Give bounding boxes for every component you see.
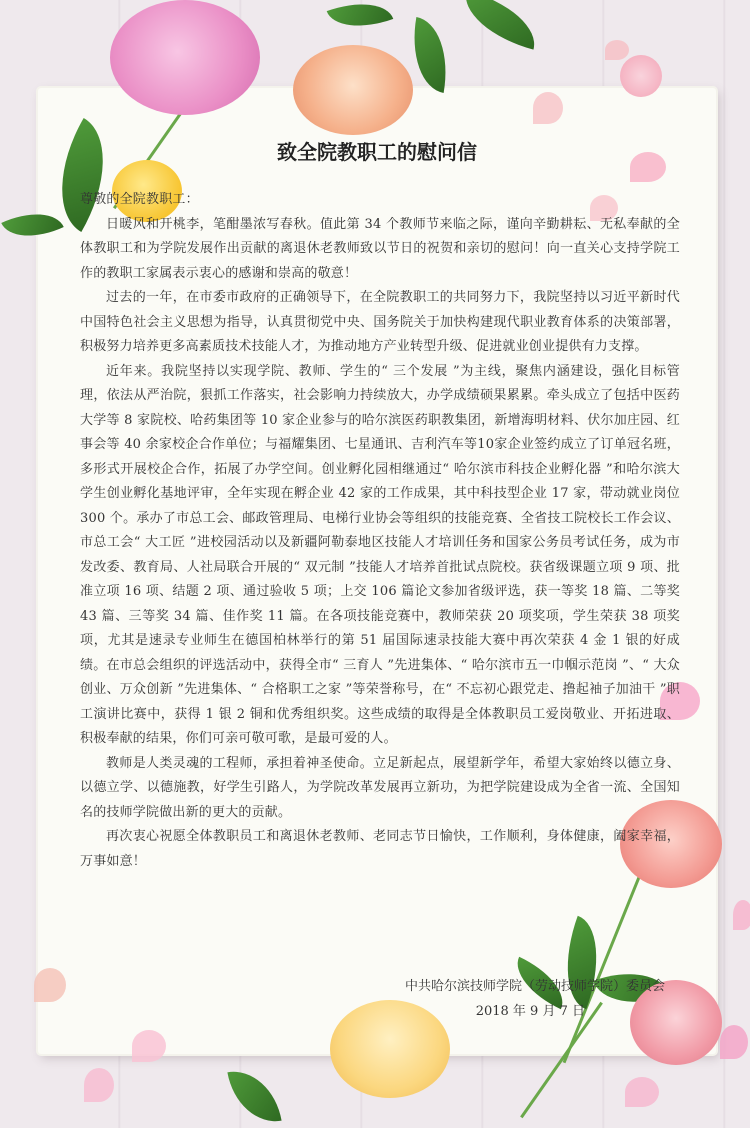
paragraph: 再次衷心祝愿全体教职员工和离退休老教师、老同志节日愉快，工作顺利，身体健康，阖家幸福，万事如意！ xyxy=(80,829,680,869)
paragraph: 日暖风和开桃李，笔酣墨浓写春秋。值此第 34 个教师节来临之际，谨向辛勤耕耘、无私奉献的全体教职工和为学院发展作出贡献的离退休老教师致以节日的祝贺和亲切的慰问！向一直关心支持学院工作的教职工家属表示衷心的感谢和崇高的敬意！ xyxy=(80,216,680,281)
salutation: 尊敬的全院教职工： xyxy=(80,192,199,207)
paragraph: 近年来。我院坚持以实现学院、教师、学生的“ 三个发展 ”为主线，聚焦内涵建设，强化目标管理，依法从严治院，狠抓工作落实，社会影响力持续放大，办学成绩硕果累累。牵头成立了包括中医药大学等 8 家院校、哈药集团等 10 家企业参与的哈尔滨医药职教集团，新增海明材料、伏尔加庄园、红事会等 40 余家校企合作单位；与福耀集团、七星通讯、吉利汽车等10家企业签约成立了订单冠名班，多形式开展校企合作，拓展了办学空间。创业孵化园相继通过“ 哈尔滨市科技企业孵化器 ”和哈尔滨大学生创业孵化基地评审，全年实现在孵企业 42 家的工作成果，其中科技型企业 17 家，带动就业岗位 300 个。承办了市总工会、邮政管理局、电梯行业协会等组织的技能竞赛、全省技工院校长工作会议、市总工会“ 大工匠 ”进校园活动以及新疆阿勒泰地区技能人才培训任务和国家公务员考试任务，成为市发改委、教育局、人社局联合开展的“ 双元制 ”技能人才培养首批试点院校。获省级课题立项 9 项、批准立项 16 项、结题 2 项、通过验收 5 项；上交 106 篇论文参加省级评选，获一等奖 18 篇、二等奖 43 篇、三等奖 34 篇、佳作奖 11 篇。在各项技能竞赛中，教师荣获 20 项奖项，学生荣获 38 项奖项，尤其是速录专业师生在德国柏林举行的第 51 届国际速录技能大赛中再次荣获 4 金 1 银的好成绩。在市总会组织的评选活动中，获得全市“ 三育人 ”先进集体、“ 哈尔滨市五一巾帼示范岗 ”、“ 大众创业、万众创新 ”先进集体、“ 合格职工之家 ”等荣誉称号，在“ 不忘初心跟党走、撸起袖子加油干 ”职工演讲比赛中，获得 1 银 2 铜和优秀组织奖。这些成绩的取得是全体教职员工爱岗敬业、开拓进取、积极奉献的结果，你们可亲可敬可歌，是最可爱的人。 xyxy=(80,363,680,746)
petal-decoration xyxy=(84,1068,114,1102)
leaf-decoration xyxy=(456,0,544,50)
peach-rose-icon xyxy=(293,45,413,135)
petal-decoration xyxy=(34,968,66,1002)
petal-decoration xyxy=(625,1077,659,1107)
paragraph: 教师是人类灵魂的工程师，承担着神圣使命。立足新起点，展望新学年，希望大家始终以德立身、以德立学、以德施教，好学生引路人，为学院改革发展再立新功，为把学院建设成为全省一流、全国知名的技师学院做出新的更大的贡献。 xyxy=(80,755,680,820)
letter-date: 2018 年 9 月 7 日 xyxy=(475,1004,585,1019)
signature: 中共哈尔滨技师学院（劳动技师学院）委员会 xyxy=(404,979,665,994)
pink-flower-icon xyxy=(620,55,662,97)
leaf-decoration xyxy=(227,1065,281,1128)
paragraph: 过去的一年，在市委市政府的正确领导下，在全院教职工的共同努力下，我院坚持以习近平新时代中国特色社会主义思想为指导，认真贯彻党中央、国务院关于加快构建现代职业教育体系的决策部署，积极努力培养更多高素质技术技能人才，为推动地方产业转型升级、促进就业创业提供有力支撑。 xyxy=(80,290,680,354)
petal-decoration xyxy=(733,900,750,930)
petal-decoration xyxy=(605,40,629,60)
petal-decoration xyxy=(533,92,563,124)
letter-title: 致全院教职工的慰问信 xyxy=(277,140,477,164)
letter-body xyxy=(80,188,680,874)
pink-rose-icon xyxy=(110,0,260,115)
petal-decoration xyxy=(720,1025,748,1059)
yellow-rose-icon xyxy=(330,1000,450,1098)
petal-decoration xyxy=(132,1030,166,1062)
leaf-decoration xyxy=(327,0,394,39)
